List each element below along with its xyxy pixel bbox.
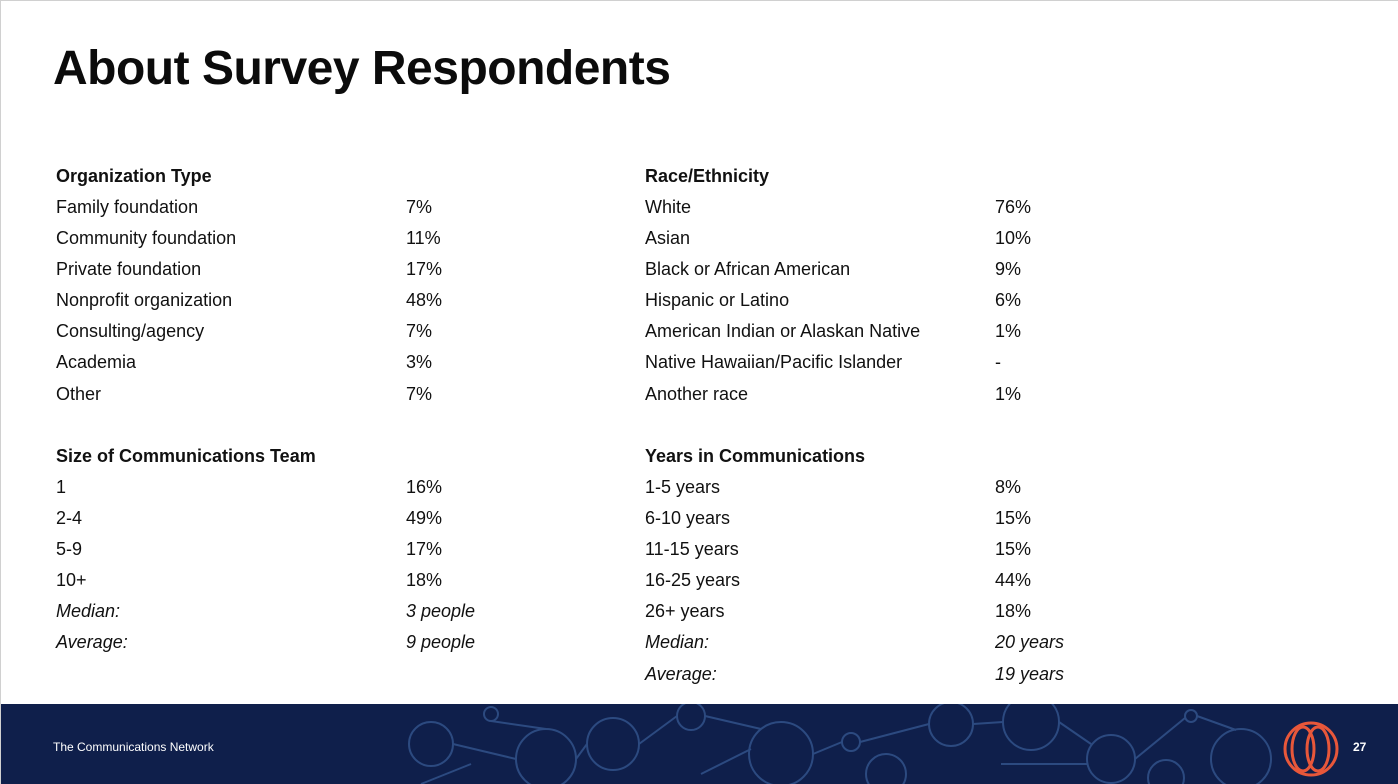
stat-label: Average: <box>645 663 717 684</box>
table-row <box>645 596 1115 627</box>
row-label: 11-15 years <box>645 539 739 560</box>
table-row <box>56 254 526 285</box>
years-in-communications-section <box>645 441 1115 690</box>
row-label: Family foundation <box>56 197 199 217</box>
stat-rows <box>645 192 1115 410</box>
row-label: 6-10 years <box>645 508 731 529</box>
stat-rows <box>56 192 526 410</box>
stat-value: 20 years <box>995 632 1065 653</box>
footer-bar <box>1 704 1398 784</box>
section-heading: Race/Ethnicity <box>645 166 770 186</box>
table-row <box>645 565 1115 596</box>
stat-value: 3 people <box>406 601 476 622</box>
summary-stat-row <box>645 659 1115 690</box>
table-row <box>56 472 526 503</box>
row-label: Asian <box>645 228 691 249</box>
row-label: Another race <box>645 383 749 404</box>
row-value: 48% <box>406 290 443 311</box>
organization-name: The Communications Network <box>53 740 214 754</box>
row-label: 2-4 <box>56 508 83 529</box>
stat-value: 9 people <box>406 632 476 653</box>
section-heading: Years in Communications <box>645 446 866 466</box>
page-number: 27 <box>1353 740 1367 754</box>
row-value: 3% <box>406 352 433 373</box>
table-row <box>56 285 526 316</box>
race-ethnicity-section <box>645 161 1115 410</box>
page-title: About Survey Respondents <box>53 42 671 95</box>
section-heading: Organization Type <box>56 166 212 186</box>
row-value: 7% <box>406 383 433 404</box>
row-label: Hispanic or Latino <box>645 290 790 311</box>
row-value: 7% <box>406 321 433 342</box>
row-value: 17% <box>406 539 443 560</box>
row-value: 49% <box>406 508 443 529</box>
table-row <box>56 316 526 347</box>
row-label: American Indian or Alaskan Native <box>645 321 921 342</box>
row-label: Private foundation <box>56 259 202 280</box>
stat-label: Median: <box>56 601 121 622</box>
table-row <box>645 316 1115 347</box>
row-value: 15% <box>995 508 1032 529</box>
table-row <box>645 347 1115 378</box>
stat-rows <box>645 472 1115 690</box>
communications-network-logo-icon <box>1282 720 1340 778</box>
table-row <box>56 503 526 534</box>
summary-stat-row <box>645 627 1115 658</box>
row-value: 8% <box>995 477 1022 497</box>
row-value: 1% <box>995 321 1022 342</box>
table-row <box>645 503 1115 534</box>
row-value: 9% <box>995 259 1022 280</box>
row-label: 1 <box>56 477 67 497</box>
row-value: 1% <box>995 383 1022 404</box>
row-label: Native Hawaiian/Pacific Islander <box>645 352 903 373</box>
row-value: 76% <box>995 197 1032 217</box>
row-value: 11% <box>406 228 441 249</box>
row-label: Consulting/agency <box>56 321 205 342</box>
row-label: Black or African American <box>645 259 851 280</box>
table-row <box>56 347 526 378</box>
row-value: 18% <box>406 570 443 591</box>
row-label: 16-25 years <box>645 570 741 591</box>
row-label: 10+ <box>56 570 87 591</box>
row-value: 6% <box>995 290 1022 311</box>
table-row <box>56 565 526 596</box>
table-row <box>56 223 526 254</box>
section-heading: Size of Communications Team <box>56 446 316 466</box>
summary-stat-row <box>56 596 526 627</box>
row-value: 10% <box>995 228 1032 249</box>
row-value: 15% <box>995 539 1032 560</box>
row-label: 26+ years <box>645 601 725 622</box>
table-row <box>645 223 1115 254</box>
stat-label: Median: <box>645 632 710 653</box>
table-row <box>645 192 1115 223</box>
row-label: 1-5 years <box>645 477 721 497</box>
row-value: 17% <box>406 259 443 280</box>
row-label: White <box>645 197 692 217</box>
table-row <box>56 534 526 565</box>
row-label: Community foundation <box>56 228 237 249</box>
stat-label: Average: <box>56 632 128 653</box>
stat-value: 19 years <box>995 663 1065 684</box>
organization-type-section <box>56 161 526 410</box>
table-row <box>645 254 1115 285</box>
row-label: Academia <box>56 352 137 373</box>
row-value: 16% <box>406 477 443 497</box>
table-row <box>56 192 526 223</box>
row-value: 18% <box>995 601 1032 622</box>
table-row <box>645 472 1115 503</box>
row-value: 44% <box>995 570 1032 591</box>
summary-stat-row <box>56 627 526 658</box>
row-value: 7% <box>406 197 433 217</box>
row-label: 5-9 <box>56 539 83 560</box>
table-row <box>56 379 526 410</box>
table-row <box>645 285 1115 316</box>
row-label: Other <box>56 383 102 404</box>
team-size-section <box>56 441 526 659</box>
row-label: Nonprofit organization <box>56 290 233 311</box>
stat-rows <box>56 472 526 659</box>
table-row <box>645 534 1115 565</box>
row-value: - <box>995 352 1001 373</box>
table-row <box>645 379 1115 410</box>
